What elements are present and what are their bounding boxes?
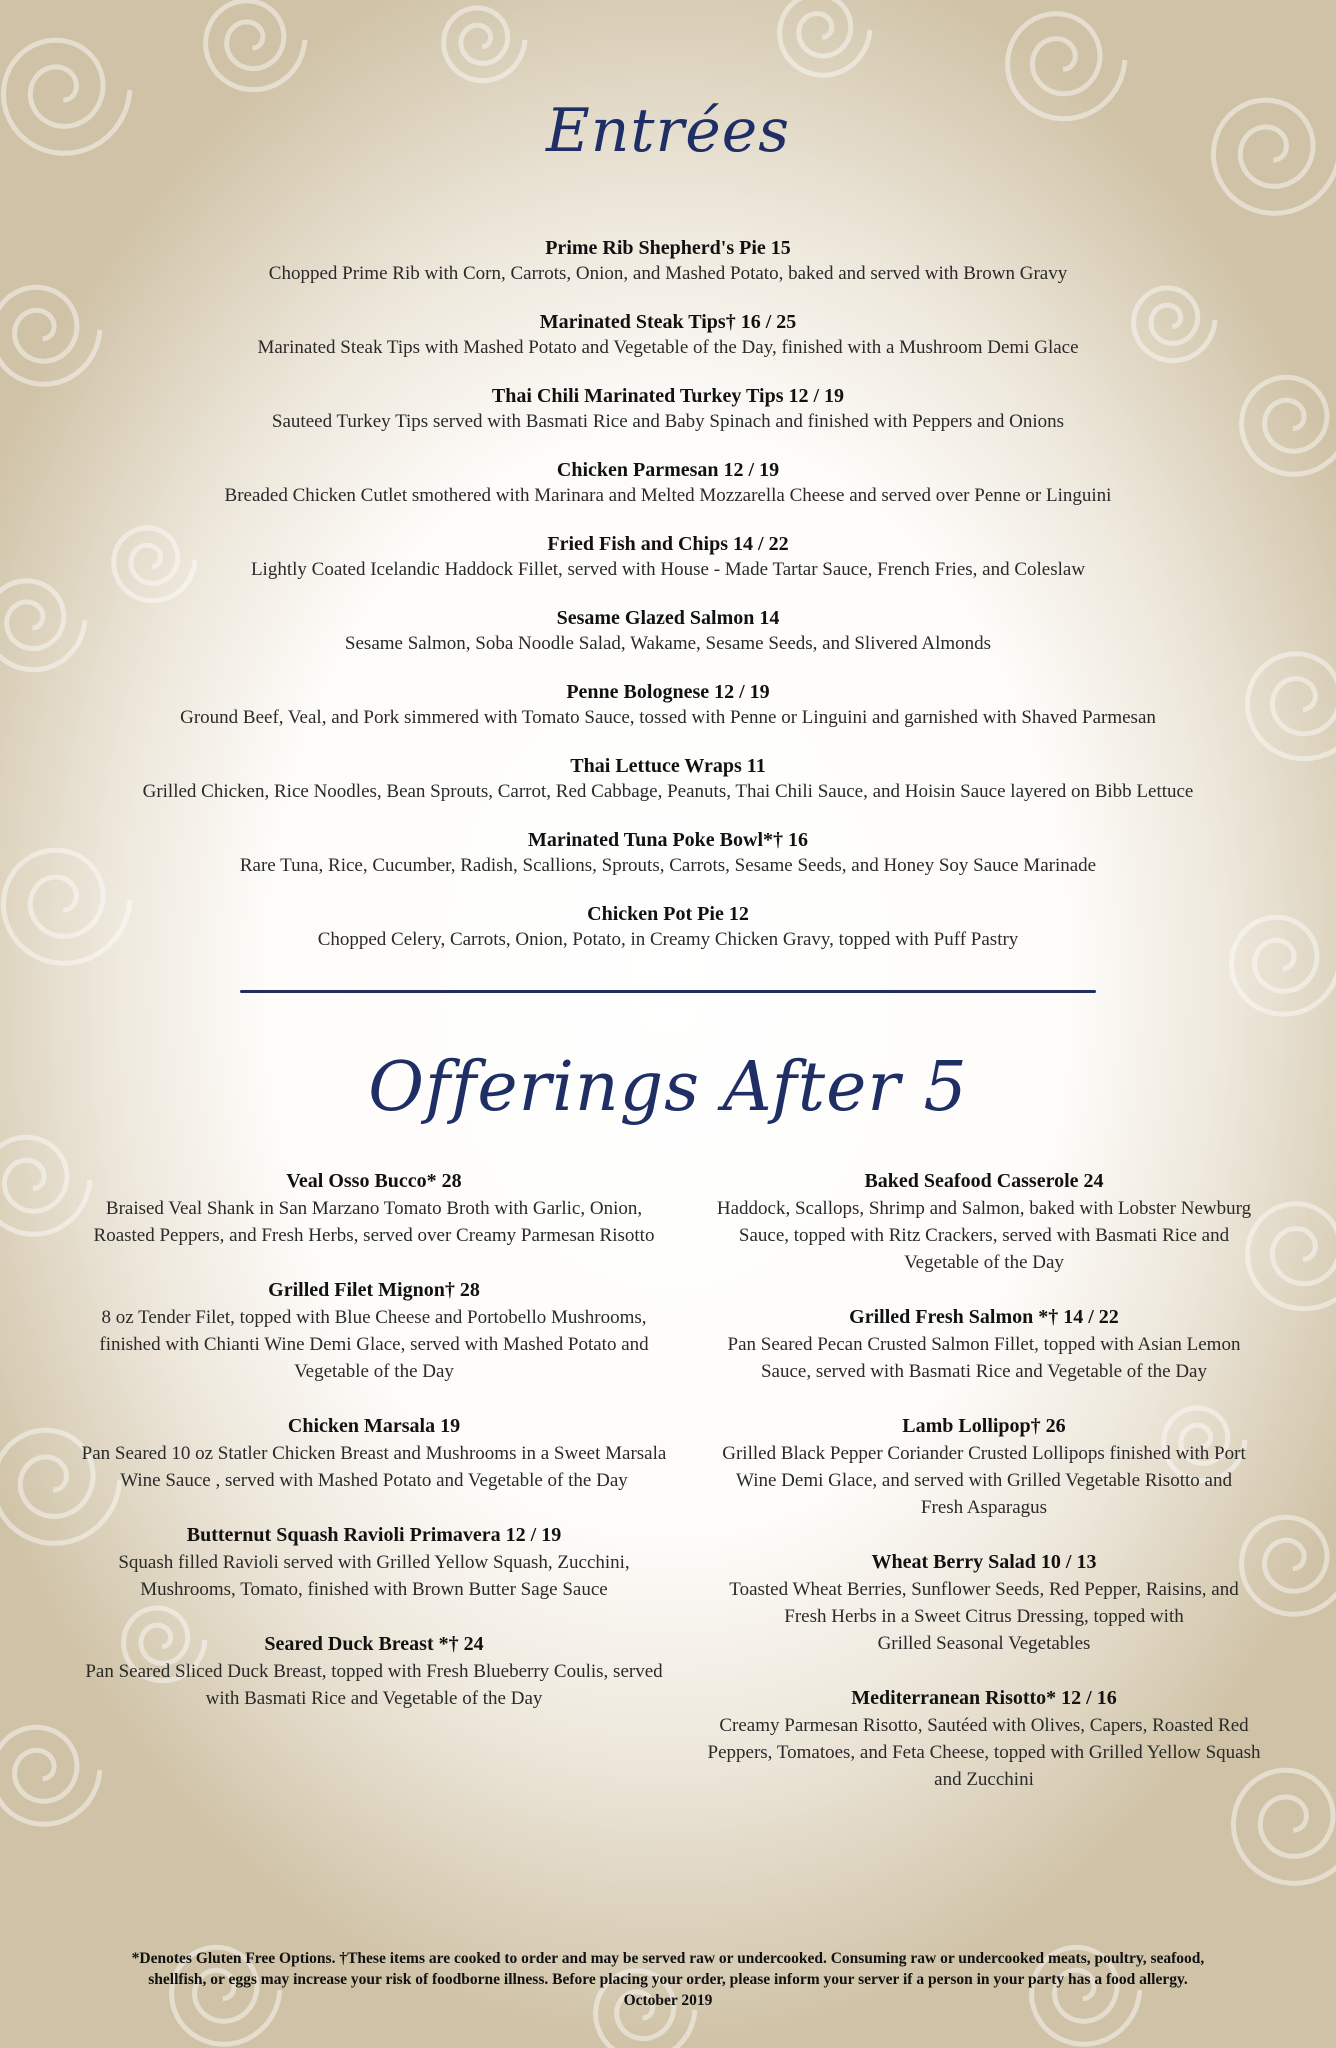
menu-item-name: Chicken Marsala 19 [287,1415,461,1437]
menu-item-name: Thai Chili Marinated Turkey Tips 12 / 19 [491,385,845,407]
after5-left-column [70,1168,678,1740]
menu-item-name: Chicken Parmesan 12 / 19 [556,459,780,481]
menu-item [680,1685,1288,1793]
menu-item [70,1277,678,1385]
allergy-disclaimer [30,1948,1306,2011]
menu-item-name: Lamb Lollipop† 26 [902,1415,1066,1437]
menu-item-name: Penne Bolognese 12 / 19 [566,681,770,703]
menu-item-name: Seared Duck Breast *† 24 [264,1633,484,1655]
menu-item-description-line: Grilled Black Pepper Coriander Crusted Lollipops finished with Port [722,1443,1246,1464]
menu-item-name: Mediterranean Risotto* 12 / 16 [851,1687,1117,1709]
menu-item-name: Marinated Tuna Poke Bowl*† 16 [527,829,809,851]
menu-item [60,310,1276,360]
menu-item-description: Ground Beef, Veal, and Pork simmered with Tomato Sauce, tossed with Penne or Linguini and garnished with Shaved Parmesan [180,707,1156,728]
disclaimer-line: shellfish, or eggs may increase your risk of foodborne illness. Before placing your order, please inform your server if a person in your party has a food allergy. [148,1971,1188,1988]
menu-item-name: Grilled Fresh Salmon *† 14 / 22 [849,1306,1119,1328]
menu-item-name: Prime Rib Shepherd's Pie 15 [545,237,791,259]
menu-item [60,606,1276,656]
menu-item-description-line: Wine Sauce , served with Mashed Potato and Vegetable of the Day [120,1470,628,1491]
menu-item [60,532,1276,582]
menu-item-description-line: Pan Seared Pecan Crusted Salmon Fillet, topped with Asian Lemon [727,1334,1241,1355]
menu-item [60,458,1276,508]
menu-item [60,902,1276,952]
menu-item-description-line: Pan Seared Sliced Duck Breast, topped with Fresh Blueberry Coulis, served [85,1661,663,1682]
menu-date: October 2019 [623,1992,713,2009]
menu-item-description: Lightly Coated Icelandic Haddock Fillet, served with House - Made Tartar Sauce, French Fries, and Coleslaw [250,559,1086,580]
menu-item-description-line: 8 oz Tender Filet, topped with Blue Cheese and Portobello Mushrooms, [101,1307,647,1328]
menu-item-name: Butternut Squash Ravioli Primavera 12 / 19 [186,1524,562,1546]
menu-item [60,236,1276,286]
menu-item [60,680,1276,730]
menu-item-description: Grilled Chicken, Rice Noodles, Bean Sprouts, Carrot, Red Cabbage, Peanuts, Thai Chili Sauce, and Hoisin Sauce layered on Bibb Lettuce [142,781,1194,802]
menu-item-description-line: Fresh Asparagus [920,1497,1048,1518]
menu-item [70,1522,678,1603]
menu-item-description-line: Sauce, served with Basmati Rice and Vegetable of the Day [760,1361,1207,1382]
menu-item-description: Chopped Prime Rib with Corn, Carrots, Onion, and Mashed Potato, baked and served with Brown Gravy [268,263,1068,284]
entrees-list [60,236,1276,976]
menu-item-description-line: Squash filled Ravioli served with Grilled Yellow Squash, Zucchini, [118,1552,630,1573]
menu-item-name: Baked Seafood Casserole 24 [864,1170,1104,1192]
menu-item-description: Marinated Steak Tips with Mashed Potato and Vegetable of the Day, finished with a Mushroom Demi Glace [257,337,1079,358]
menu-item-description-line: and Zucchini [934,1769,1034,1790]
menu-item-description: Rare Tuna, Rice, Cucumber, Radish, Scallions, Sprouts, Carrots, Sesame Seeds, and Honey Soy Sauce Marinade [239,855,1097,876]
menu-item [680,1304,1288,1385]
menu-item-description-line: Vegetable of the Day [294,1361,454,1382]
menu-item-description-line: finished with Chianti Wine Demi Glace, served with Mashed Potato and [99,1334,649,1355]
menu-item-description-line: Peppers, Tomatoes, and Feta Cheese, topped with Grilled Yellow Squash [707,1742,1261,1763]
menu-item-name: Wheat Berry Salad 10 / 13 [871,1551,1097,1573]
menu-item-description-line: Mushrooms, Tomato, finished with Brown Butter Sage Sauce [140,1579,608,1600]
menu-item [70,1631,678,1712]
menu-item [680,1413,1288,1521]
offerings-after-5-heading: Offerings After 5 [368,1048,968,1127]
menu-item-name: Grilled Filet Mignon† 28 [268,1279,480,1301]
disclaimer-line: *Denotes Gluten Free Options. †These items are cooked to order and may be served raw or undercooked. Consuming raw or undercooked meats, poultry, seafood, [131,1950,1205,1967]
menu-item-description-line: Grilled Seasonal Vegetables [877,1633,1091,1654]
menu-item [70,1168,678,1249]
menu-item-description-line: Pan Seared 10 oz Statler Chicken Breast and Mushrooms in a Sweet Marsala [81,1443,667,1464]
menu-item [60,384,1276,434]
entrees-heading: Entrées [545,96,791,166]
menu-item-description-line: Fresh Herbs in a Sweet Citrus Dressing, topped with [784,1606,1184,1627]
menu-item-description-line: Creamy Parmesan Risotto, Sautéed with Olives, Capers, Roasted Red [719,1715,1249,1736]
menu-item-name: Veal Osso Bucco* 28 [286,1170,462,1192]
menu-item-description-line: Toasted Wheat Berries, Sunflower Seeds, Red Pepper, Raisins, and [729,1579,1239,1600]
after5-right-column [680,1168,1288,1821]
menu-item-name: Sesame Glazed Salmon 14 [556,607,780,629]
menu-item-name: Thai Lettuce Wraps 11 [570,755,766,777]
menu-item-description-line: Braised Veal Shank in San Marzano Tomato Broth with Garlic, Onion, [105,1198,643,1219]
menu-item [680,1549,1288,1657]
menu-item-description: Sesame Salmon, Soba Noodle Salad, Wakame, Sesame Seeds, and Slivered Almonds [344,633,992,654]
menu-item [680,1168,1288,1276]
section-divider [240,990,1096,993]
menu-item-description-line: Sauce, topped with Ritz Crackers, served with Basmati Rice and [738,1225,1230,1246]
menu-item-description: Breaded Chicken Cutlet smothered with Marinara and Melted Mozzarella Cheese and served over Penne or Linguini [224,485,1112,506]
menu-item-description-line: Haddock, Scallops, Shrimp and Salmon, baked with Lobster Newburg [716,1198,1252,1219]
menu-item-name: Marinated Steak Tips† 16 / 25 [539,311,797,333]
menu-item-description: Sauteed Turkey Tips served with Basmati Rice and Baby Spinach and finished with Peppers and Onions [271,411,1065,432]
menu-item-name: Fried Fish and Chips 14 / 22 [547,533,789,555]
menu-item-description: Chopped Celery, Carrots, Onion, Potato, in Creamy Chicken Gravy, topped with Puff Pastry [317,929,1019,950]
menu-item-description-line: Vegetable of the Day [904,1252,1064,1273]
menu-item [60,754,1276,804]
menu-item-description-line: Wine Demi Glace, and served with Grilled Vegetable Risotto and [736,1470,1232,1491]
menu-item-description-line: with Basmati Rice and Vegetable of the Day [205,1688,543,1709]
menu-item-name: Chicken Pot Pie 12 [587,903,749,925]
menu-item [60,828,1276,878]
menu-item-description-line: Roasted Peppers, and Fresh Herbs, served over Creamy Parmesan Risotto [93,1225,655,1246]
menu-item [70,1413,678,1494]
